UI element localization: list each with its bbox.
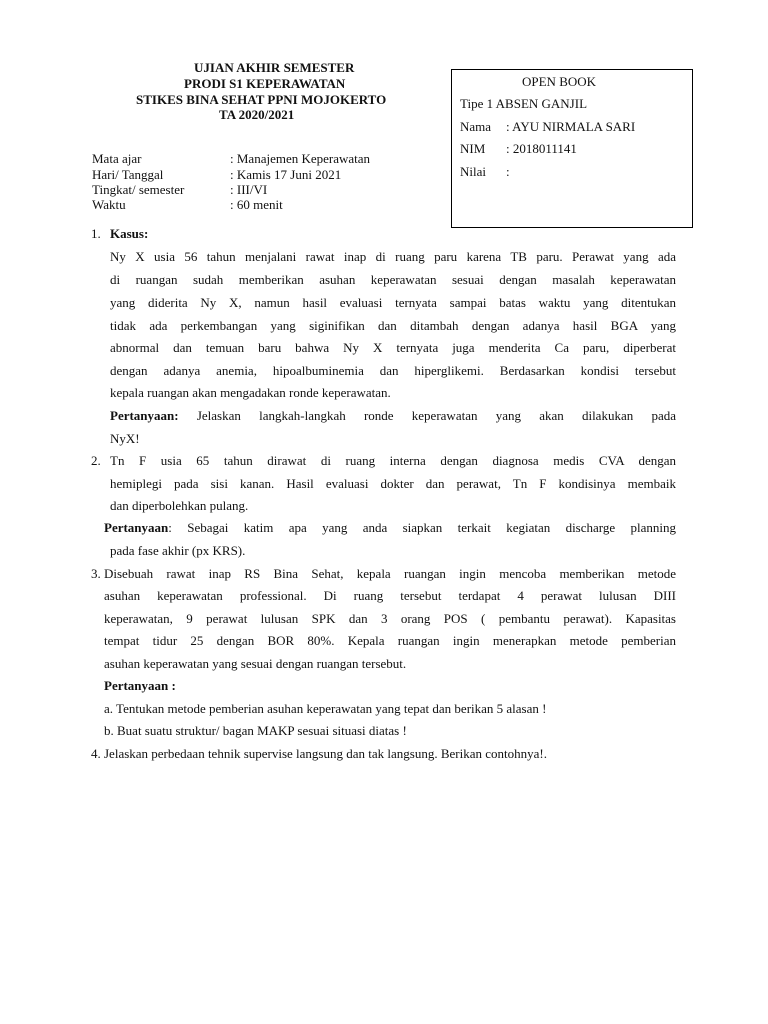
q3-item-b: b. Buat suatu struktur/ bagan MAKP sesuai situasi diatas ! (104, 723, 407, 738)
score-value: : (506, 164, 510, 179)
q2-line: dan diperbolehkan pulang. (110, 498, 249, 513)
student-info-box (451, 69, 693, 228)
q2-line: Tn F usia 65 tahun dirawat di ruang interna dengan diagnosa medis CVA dengan (110, 453, 676, 468)
exam-type: Tipe 1 ABSEN GANJIL (460, 96, 588, 111)
q1-line: di ruangan sudah memberikan asuhan keperawatan sesuai dengan masalah keperawatan (110, 272, 676, 287)
q1-line: abnormal dan temuan baru bahwa Ny X ternyata juga menderita Ca paru, diperberat (110, 340, 676, 355)
q1-question-cont: NyX! (110, 431, 140, 446)
q1-title: Kasus: (110, 226, 149, 241)
q1-line: yang diderita Ny X, namun hasil evaluasi ternyata sampai batas waktu yang ditentukan (110, 295, 676, 310)
subject-label: Mata ajar (92, 151, 142, 166)
level-label: Tingkat/ semester (92, 182, 185, 197)
date-label: Hari/ Tanggal (92, 167, 164, 182)
open-book-label: OPEN BOOK (522, 74, 597, 89)
q3-line: Disebuah rawat inap RS Bina Sehat, kepala ruangan ingin mencoba memberikan metode (104, 566, 676, 581)
q4-text: 4. Jelaskan perbedaan tehnik supervise langsung dan tak langsung. Berikan contohnya!. (91, 746, 547, 761)
q3-item-a: a. Tentukan metode pemberian asuhan keperawatan yang tepat dan berikan 5 alasan ! (104, 701, 547, 716)
q2-line: hemiplegi pada sisi kanan. Hasil evaluasi dokter dan perawat, Tn F kondisinya membaik (110, 476, 676, 491)
name-value: : AYU NIRMALA SARI (506, 119, 636, 134)
q3-line: asuhan keperawatan professional. Di ruang tersebut terdapat 4 perawat lulusan DIII (104, 588, 676, 603)
nim-value: : 2018011141 (506, 141, 577, 156)
q3-line: keperawatan, 9 perawat lulusan SPK dan 3 orang POS ( pembantu perawat). Kapasitas (104, 611, 676, 626)
q2-question: Pertanyaan: Sebagai katim apa yang anda siapkan terkait kegiatan discharge planning (104, 520, 676, 535)
program-title: PRODI S1 KEPERAWATAN (184, 76, 346, 91)
q2-number: 2. (91, 453, 101, 468)
date-value: : Kamis 17 Juni 2021 (230, 167, 342, 182)
q1-line: Ny X usia 56 tahun menjalani rawat inap di ruang paru karena TB paru. Perawat yang ada (110, 249, 676, 264)
academic-year: TA 2020/2021 (219, 107, 295, 122)
nim-label: NIM (460, 141, 486, 156)
institution-title: STIKES BINA SEHAT PPNI MOJOKERTO (136, 92, 387, 107)
q3-number: 3. (91, 566, 101, 581)
exam-title: UJIAN AKHIR SEMESTER (194, 60, 355, 75)
q2-question-cont: pada fase akhir (px KRS). (110, 543, 246, 558)
q1-number: 1. (91, 226, 101, 241)
q1-line: tidak ada perkembangan yang siginifikan dan ditambah dengan adanya hasil BGA yang (110, 318, 676, 333)
q3-line: asuhan keperawatan yang sesuai dengan ruangan tersebut. (104, 656, 407, 671)
q3-line: tempat tidur 25 dengan BOR 80%. Kepala ruangan ingin menerapkan metode pemberian (104, 633, 676, 648)
name-label: Nama (460, 119, 492, 134)
score-label: Nilai (460, 164, 486, 179)
subject-value: : Manajemen Keperawatan (230, 151, 371, 166)
level-value: : III/VI (230, 182, 268, 197)
time-value: : 60 menit (230, 197, 283, 212)
time-label: Waktu (92, 197, 126, 212)
q1-question: Pertanyaan: Jelaskan langkah-langkah ronde keperawatan yang akan dilakukan pada (110, 408, 676, 423)
q1-line: dengan adanya anemia, hipoalbuminemia dan hiperglikemi. Berdasarkan kondisi tersebut (110, 363, 676, 378)
q3-question-label: Pertanyaan : (104, 678, 176, 693)
q1-line: kepala ruangan akan mengadakan ronde keperawatan. (110, 385, 391, 400)
